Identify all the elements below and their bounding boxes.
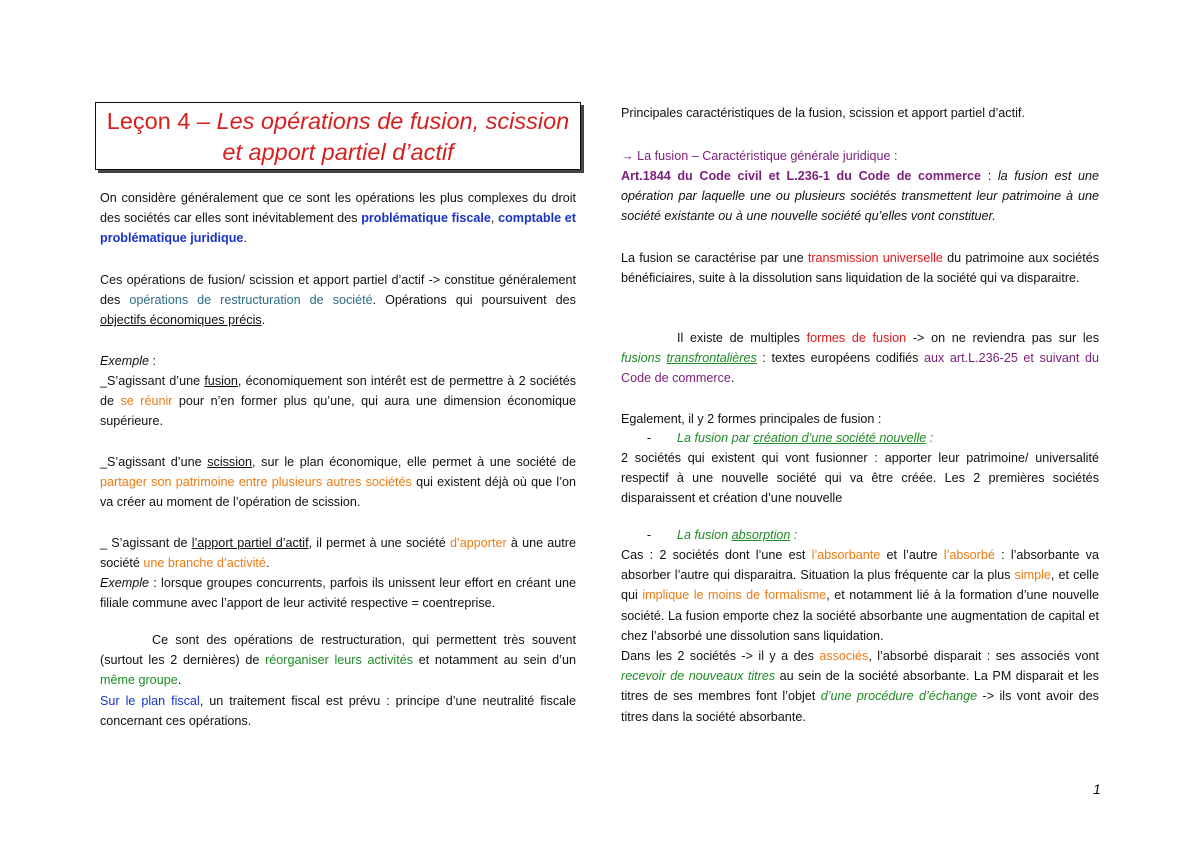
- right-paragraph-forms: Il existe de multiples formes de fusion -> on ne reviendra pas sur les fusions transfrontalières : textes européens codifiés aux art.L.236-25 et suivant du Code de commerce.: [621, 331, 1099, 386]
- left-paragraph-apport: _ S’agissant de l’apport partiel d’actif, il permet à une société d’apporter à une autre société une branche d’activité.: [100, 536, 576, 571]
- left-paragraph-fiscal: Sur le plan fiscal, un traitement fiscal est prévu : principe d’une neutralité fiscale concernant ces opérations.: [100, 694, 576, 729]
- left-paragraph-reorganise: Ce sont des opérations de restructuration, qui permettent très souvent (surtout les 2 dernières) de réorganiser leurs activités et notamment au sein d’un même groupe.: [100, 633, 576, 688]
- left-example-heading: Exemple :: [100, 354, 156, 368]
- left-paragraph-restructuring: Ces opérations de fusion/ scission et apport partiel d’actif -> constitue généralement des opérations de restructuration de société. Opérations qui poursuivent des objectifs économiques précis.: [100, 273, 576, 328]
- left-paragraph-scission: _S’agissant d’une scission, sur le plan économique, elle permet à une société de partager son patrimoine entre plusieurs autres sociétés qui existent déjà où que l’on va créer au moment de l’opération de scission.: [100, 455, 577, 510]
- left-paragraph-intro: On considère généralement que ce sont les opérations les plus complexes du droit des sociétés car elles sont inévitablement des problématique fiscale, comptable et problématique juridique.: [100, 191, 576, 246]
- left-paragraph-example-groups: Exemple : lorsque groupes concurrents, parfois ils unissent leur effort en créant une filiale commune avec l’apport de leur activité respective = coentreprise.: [100, 576, 576, 611]
- right-paragraph-transmission: La fusion se caractérise par une transmission universelle du patrimoine aux sociétés bénéficiaires, suite à la dissolution sans liquidation de la société qui va disparaitre.: [621, 251, 1100, 286]
- bullet-dash: -: [646, 431, 652, 445]
- title-main: Les opérations de fusion, scission: [216, 108, 570, 134]
- title-prefix: Leçon 4 –: [106, 108, 217, 134]
- bullet-creation: - La fusion par création d’une société nouvelle :: [621, 428, 1099, 448]
- right-paragraph-creation-desc: 2 sociétés qui existent qui vont fusionner : apporter leur patrimoine/ universalité respectif à une nouvelle société qui va être créée. Les 2 premières sociétés disparaissent et création d’une nouvelle: [621, 451, 1099, 506]
- arrow-icon: →: [621, 149, 634, 163]
- bullet-absorption: - La fusion absorption :: [621, 525, 1099, 545]
- right-subheading: → La fusion – Caractéristique générale juridique :: [621, 149, 898, 163]
- page-number: 1: [1093, 781, 1101, 797]
- bullet-dash: -: [646, 528, 652, 542]
- right-paragraph-associes: Dans les 2 sociétés -> il y a des associés, l’absorbé disparait : ses associés vont recevoir de nouveaux titres au sein de la société absorbante. La PM disparait et les titres de ses membres font l’objet d’une procédure d’échange -> ils vont avoir des titres dans la société absorbante.: [621, 649, 1099, 724]
- right-paragraph-two-forms: Egalement, il y 2 formes principales de fusion :: [621, 412, 882, 426]
- title-line-2: et apport partiel d’actif: [222, 139, 454, 165]
- right-paragraph-definition: Art.1844 du Code civil et L.236-1 du Code de commerce : la fusion est une opération par laquelle une ou plusieurs sociétés transmettent leur patrimoine à une société existante ou à une nouvelle société qu’elles vont constituer.: [621, 169, 1100, 224]
- lesson-title: [95, 102, 581, 170]
- left-paragraph-fusion: _S’agissant d’une fusion, économiquement son intérêt est de permettre à 2 sociétés de se réunir pour n’en former plus qu’une, qui aura une dimension économique supérieure.: [100, 374, 576, 429]
- right-heading: Principales caractéristiques de la fusion, scission et apport partiel d’actif.: [621, 106, 1025, 120]
- right-paragraph-absorption-desc: Cas : 2 sociétés dont l’une est l’absorbante et l’autre l’absorbé : l’absorbante va absorber l’autre qui disparaitra. Situation la plus fréquente car la plus simple, et celle qui implique le moins de formalisme, et notamment lié à la formation d’une nouvelle société. La fusion emporte chez la société absorbante une augmentation de capital et chez l’absorbé une dissolution sans liquidation.: [621, 548, 1099, 643]
